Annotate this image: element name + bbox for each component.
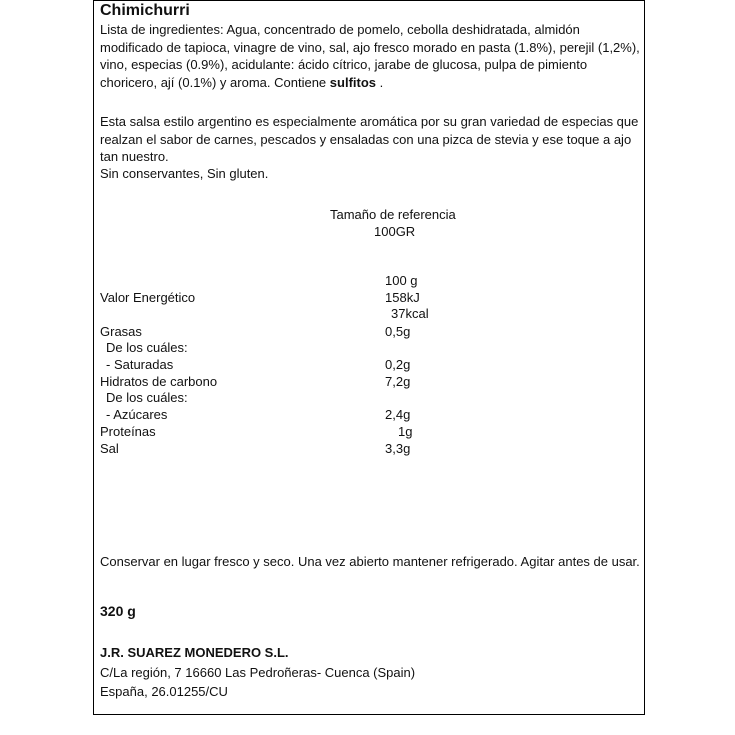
company-registry: España, 26.01255/CU bbox=[100, 684, 228, 699]
nutrition-label-energy: Valor Energético bbox=[100, 290, 196, 305]
nutrition-value-energy-kcal: 37kcal bbox=[391, 306, 429, 321]
reference-size-label: Tamaño de referencia bbox=[330, 207, 456, 222]
nutrition-label-of-which-2: De los cuáles: bbox=[106, 390, 188, 405]
nutrition-value-sugars: 2,4g bbox=[385, 407, 411, 422]
nutrition-value-protein: 1g bbox=[398, 424, 413, 439]
nutrition-value-carbohydrates: 7,2g bbox=[385, 374, 411, 389]
company-name: J.R. SUAREZ MONEDERO S.L. bbox=[100, 645, 289, 660]
nutrition-value-saturates: 0,2g bbox=[385, 357, 411, 372]
company-address: C/La región, 7 16660 Las Pedroñeras- Cuenca (Spain) bbox=[100, 665, 416, 680]
nutrition-value-salt: 3,3g bbox=[385, 441, 411, 456]
nutrition-label-protein: Proteínas bbox=[100, 424, 156, 439]
ingredients-list bbox=[100, 21, 640, 91]
nutrition-label-salt: Sal bbox=[100, 441, 119, 456]
reference-size-value: 100GR bbox=[374, 224, 416, 239]
net-weight: 320 g bbox=[100, 603, 136, 619]
product-description: Esta salsa estilo argentino es especialmente aromática por su gran variedad de especias que realzan el sabor de carnes, pescados y ensaladas con una pizca de stevia y ese toque a ajo tan nuestro. bbox=[100, 114, 639, 164]
allergen-sulfites: sulfitos bbox=[329, 74, 377, 90]
product-claims: Sin conservantes, Sin gluten. bbox=[100, 166, 269, 181]
ingredients-text: Lista de ingredientes: Agua, concentrado de pomelo, cebolla deshidratada, almidón modificado de tapioca, vinagre de vino, sal, ajo fresco morado en pasta (1.8%), perejil (1,2%), vino, especias (0.9%), acidulante: ácido cítrico, jarabe de glucosa, pulpa de pimiento choricero, ají (0.1%) y aroma. Contiene bbox=[100, 22, 640, 90]
nutrition-label-of-which-1: De los cuáles: bbox=[106, 340, 188, 355]
nutrition-column-header: 100 g bbox=[385, 273, 418, 288]
nutrition-value-energy-kj: 158kJ bbox=[385, 290, 420, 305]
product-label-frame bbox=[93, 0, 645, 715]
nutrition-label-carbohydrates: Hidratos de carbono bbox=[100, 374, 218, 389]
product-title: Chimichurri bbox=[100, 2, 190, 19]
ingredients-end: . bbox=[376, 74, 384, 90]
nutrition-label-sugars: - Azúcares bbox=[106, 407, 168, 422]
nutrition-label-saturates: - Saturadas bbox=[106, 357, 174, 372]
nutrition-value-fat: 0,5g bbox=[385, 324, 411, 339]
storage-instructions: Conservar en lugar fresco y seco. Una vez abierto mantener refrigerado. Agitar antes de usar. bbox=[100, 554, 640, 569]
nutrition-label-fat: Grasas bbox=[100, 324, 142, 339]
